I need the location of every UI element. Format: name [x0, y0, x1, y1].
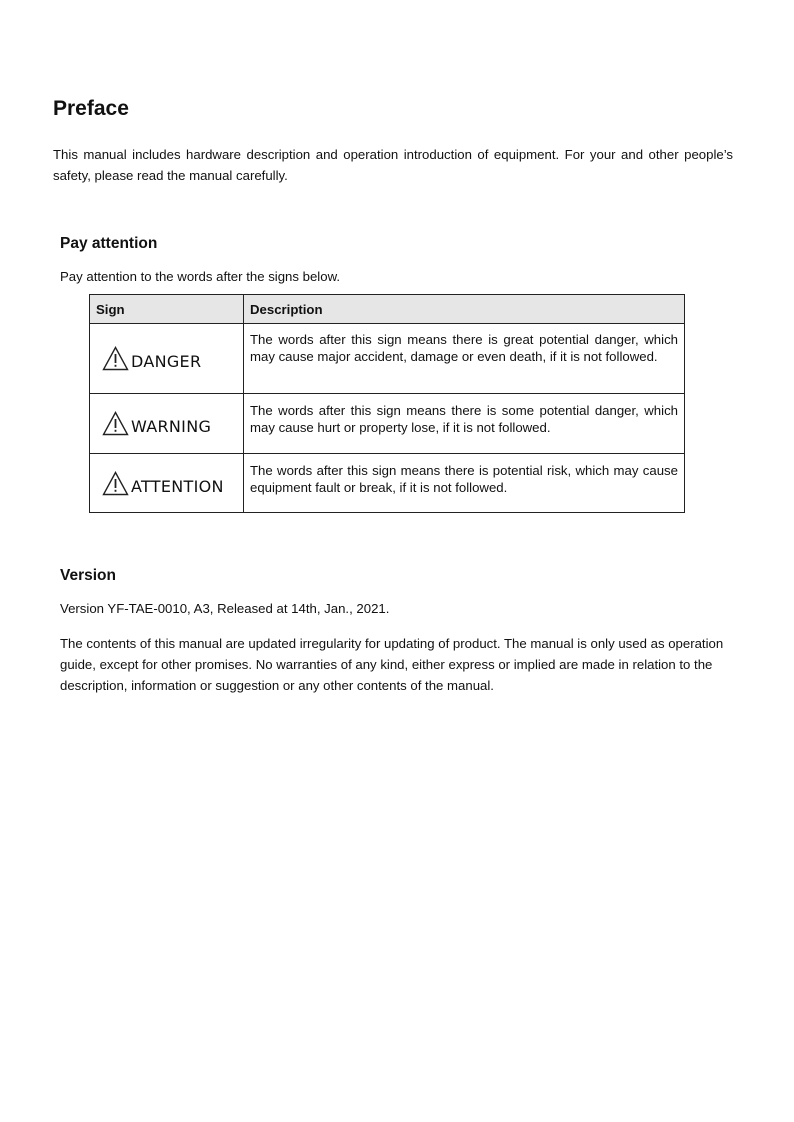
description-cell: The words after this sign means there is some potential danger, which may cause hurt or property lose, if it is not followed.	[244, 394, 685, 454]
pay-attention-heading: Pay attention	[60, 235, 158, 252]
warning-triangle-icon	[102, 346, 129, 371]
sign-cell	[90, 454, 244, 513]
warning-triangle-icon	[102, 471, 129, 496]
table-row	[90, 394, 685, 454]
description-column-header: Description	[244, 295, 685, 324]
description-cell: The words after this sign means there is potential risk, which may cause equipment fault or break, if it is not followed.	[244, 454, 685, 513]
sign-label-danger: DANGER	[131, 352, 202, 371]
sign-label-warning: WARNING	[131, 417, 212, 436]
version-contents: The contents of this manual are updated irregularity for updating of product. The manual is only used as operation guide, except for other promises. No warranties of any kind, either express or implied are made in relation to the description, information or suggestion or any other contents of the manual.	[60, 636, 724, 693]
pay-attention-lead: Pay attention to the words after the signs below.	[60, 269, 341, 284]
sign-table-header-row	[90, 295, 685, 324]
page-title: Preface	[53, 97, 129, 120]
warning-triangle-icon	[102, 411, 129, 436]
preface-intro: This manual includes hardware description and operation introduction of equipment. For your and other people’s safety, please read the manual carefully.	[53, 147, 733, 183]
sign-cell	[90, 394, 244, 454]
description-cell: The words after this sign means there is great potential danger, which may cause major accident, damage or even death, if it is not followed.	[244, 324, 685, 394]
version-heading: Version	[60, 567, 116, 584]
sign-label-attention: ATTENTION	[131, 476, 224, 496]
table-row	[90, 454, 685, 513]
version-line: Version YF-TAE-0010, A3, Released at 14th, Jan., 2021.	[60, 601, 390, 616]
sign-cell	[90, 324, 244, 394]
sign-column-header: Sign	[90, 295, 244, 324]
sign-table	[89, 294, 685, 513]
table-row	[90, 324, 685, 394]
